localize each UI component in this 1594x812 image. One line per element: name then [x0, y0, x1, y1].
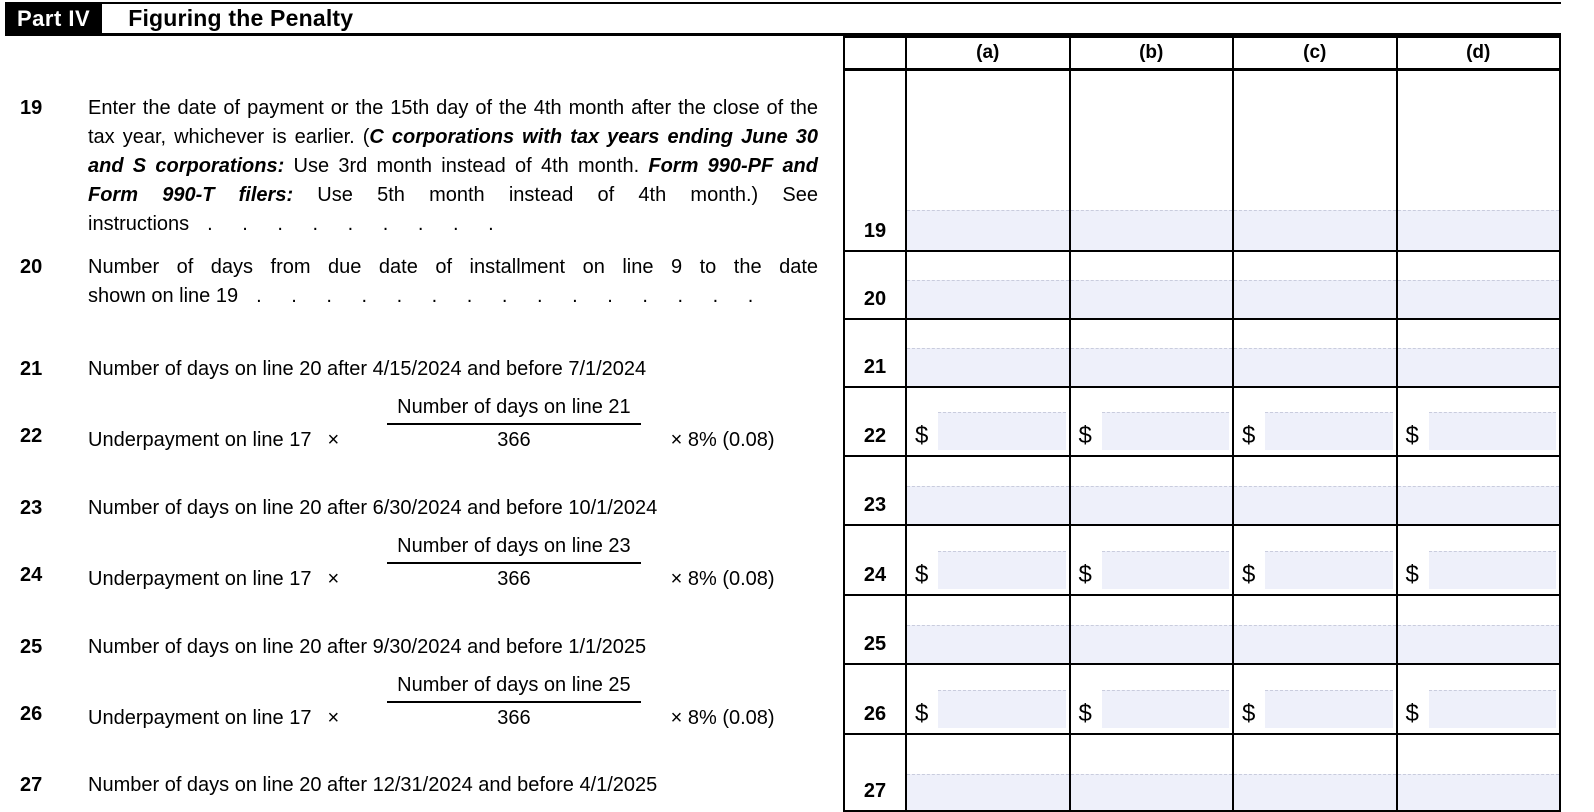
line-19-text-4: Form 990-PF and Form 990-T filers: — [88, 155, 818, 206]
dot-leader: . . . . . . . . . . . . . . . — [256, 285, 755, 307]
input-field-23a[interactable] — [907, 486, 1069, 524]
cell-23c — [1234, 457, 1398, 524]
input-field-24b[interactable] — [1102, 551, 1229, 589]
cell-27b — [1071, 735, 1235, 810]
line-25-row — [0, 633, 820, 662]
line-24-rate: × 8% (0.08) — [670, 568, 775, 590]
part-label: Part IV — [5, 4, 102, 33]
line-20-text-1: Number of days from due date of installment on line 9 to the date — [88, 256, 818, 278]
line-24-fraction — [387, 532, 640, 594]
cell-27c — [1234, 735, 1398, 810]
input-field-27c[interactable] — [1234, 774, 1396, 810]
input-field-27b[interactable] — [1071, 774, 1233, 810]
fraction-numerator: Number of days on line 23 — [387, 532, 640, 564]
column-header-d: (d) — [1466, 42, 1491, 63]
cell-20c — [1234, 252, 1398, 318]
line-20-number: 20 — [20, 256, 43, 278]
row-25-number-cell: 25 — [845, 596, 907, 663]
line-24-number: 24 — [20, 564, 43, 586]
line-22-row — [0, 393, 820, 455]
column-header-c: (c) — [1234, 38, 1398, 68]
table-header-row — [843, 36, 1561, 68]
input-field-24c[interactable] — [1265, 551, 1392, 589]
dollar-sign: $ — [1242, 700, 1256, 727]
line-26-rate: × 8% (0.08) — [670, 707, 775, 729]
line-19-text-2: C corporations with tax years ending June 30 and S corporations: — [88, 126, 818, 177]
line-24-row — [0, 532, 820, 594]
dollar-sign: $ — [1078, 422, 1092, 449]
table-row-25 — [845, 596, 1559, 665]
cell-27a — [907, 735, 1071, 810]
input-field-26b[interactable] — [1102, 690, 1229, 728]
part-title: Figuring the Penalty — [128, 5, 354, 31]
cell-21c — [1234, 320, 1398, 386]
line-22-prefix: Underpayment on line 17 — [88, 429, 312, 451]
line-21-description: Number of days on line 20 after 4/15/2024 and before 7/1/2024 — [88, 358, 647, 380]
input-field-24a[interactable] — [938, 551, 1065, 589]
input-field-24d[interactable] — [1429, 551, 1556, 589]
input-field-19b[interactable] — [1071, 210, 1233, 250]
input-field-20b[interactable] — [1071, 280, 1233, 318]
input-field-25c[interactable] — [1234, 625, 1396, 663]
cell-22d — [1398, 388, 1560, 455]
line-25-number: 25 — [20, 636, 43, 658]
line-26-fraction — [387, 671, 640, 733]
input-field-20c[interactable] — [1234, 280, 1396, 318]
input-field-25a[interactable] — [907, 625, 1069, 663]
line-26-formula — [88, 671, 820, 733]
table-row-26 — [845, 665, 1559, 735]
line-26-row — [0, 671, 820, 733]
cell-26b — [1071, 665, 1235, 733]
row-19-number-cell: 19 — [845, 71, 907, 250]
cell-20d — [1398, 252, 1560, 318]
input-field-23d[interactable] — [1398, 486, 1560, 524]
cell-23a — [907, 457, 1071, 524]
line-20-description — [88, 253, 818, 311]
cell-21a — [907, 320, 1071, 386]
line-19-number: 19 — [20, 97, 43, 119]
table-body — [843, 68, 1561, 812]
input-field-21b[interactable] — [1071, 348, 1233, 386]
line-23-row — [0, 494, 820, 523]
input-field-22b[interactable] — [1102, 412, 1229, 450]
line-22-rate: × 8% (0.08) — [670, 429, 775, 451]
line-23-description: Number of days on line 20 after 6/30/2024 and before 10/1/2024 — [88, 497, 658, 519]
line-25-description: Number of days on line 20 after 9/30/2024 and before 1/1/2025 — [88, 636, 647, 658]
line-22-number: 22 — [20, 425, 43, 447]
input-field-20a[interactable] — [907, 280, 1069, 318]
table-row-22 — [845, 388, 1559, 457]
cell-19d — [1398, 71, 1560, 250]
input-field-19d[interactable] — [1398, 210, 1560, 250]
table-row-23 — [845, 457, 1559, 526]
dollar-sign: $ — [1242, 422, 1256, 449]
dollar-sign: $ — [915, 700, 929, 727]
line-19-text-5: Use 5th month instead of 4th month.) See instructions — [88, 184, 818, 235]
fraction-denominator: 366 — [497, 429, 531, 451]
header-spacer-cell — [845, 38, 907, 68]
dollar-sign: $ — [1242, 561, 1256, 588]
input-field-27a[interactable] — [907, 774, 1069, 810]
input-field-26a[interactable] — [938, 690, 1065, 728]
line-23-number: 23 — [20, 497, 43, 519]
cell-20b — [1071, 252, 1235, 318]
cell-19a — [907, 71, 1071, 250]
line-20-text-2: shown on line 19 — [88, 285, 239, 307]
input-field-21d[interactable] — [1398, 348, 1560, 386]
table-row-19 — [845, 71, 1559, 252]
table-row-24 — [845, 526, 1559, 596]
input-field-20d[interactable] — [1398, 280, 1560, 318]
input-field-26d[interactable] — [1429, 690, 1556, 728]
dollar-sign: $ — [1078, 700, 1092, 727]
input-field-25b[interactable] — [1071, 625, 1233, 663]
multiply-sign: × — [327, 568, 340, 590]
row-20-number-cell: 20 — [845, 252, 907, 318]
fraction-denominator: 366 — [497, 568, 531, 590]
cell-25a — [907, 596, 1071, 663]
row-21-number-cell: 21 — [845, 320, 907, 386]
cell-24d — [1398, 526, 1560, 594]
dollar-sign: $ — [1078, 561, 1092, 588]
input-field-23b[interactable] — [1071, 486, 1233, 524]
cell-21b — [1071, 320, 1235, 386]
row-24-number-cell: 24 — [845, 526, 907, 594]
multiply-sign: × — [327, 429, 340, 451]
line-22-fraction — [387, 393, 640, 455]
cell-22a — [907, 388, 1071, 455]
line-19-description — [88, 94, 818, 239]
dollar-sign: $ — [1405, 700, 1419, 727]
input-field-21a[interactable] — [907, 348, 1069, 386]
table-row-21 — [845, 320, 1559, 388]
table-row-20 — [845, 252, 1559, 320]
penalty-columns-table — [843, 36, 1561, 812]
cell-24a — [907, 526, 1071, 594]
line-24-formula — [88, 532, 820, 594]
cell-26a — [907, 665, 1071, 733]
dollar-sign: $ — [915, 561, 929, 588]
cell-24c — [1234, 526, 1398, 594]
multiply-sign: × — [327, 707, 340, 729]
line-22-formula — [88, 393, 820, 455]
cell-19b — [1071, 71, 1235, 250]
cell-26d — [1398, 665, 1560, 733]
line-19-text-3: Use 3rd month instead of 4th month. — [284, 155, 649, 177]
fraction-numerator: Number of days on line 25 — [387, 671, 640, 703]
cell-19c — [1234, 71, 1398, 250]
line-24-prefix: Underpayment on line 17 — [88, 568, 312, 590]
line-26-number: 26 — [20, 703, 43, 725]
cell-25b — [1071, 596, 1235, 663]
line-21-row — [0, 355, 820, 384]
dollar-sign: $ — [1405, 422, 1419, 449]
line-27-row — [0, 771, 820, 800]
dollar-sign: $ — [915, 422, 929, 449]
row-26-number-cell: 26 — [845, 665, 907, 733]
cell-27d — [1398, 735, 1560, 810]
line-19-row — [0, 94, 820, 239]
dot-leader: . . . . . . . . . — [207, 213, 495, 235]
cell-24b — [1071, 526, 1235, 594]
input-field-19c[interactable] — [1234, 210, 1396, 250]
input-field-22a[interactable] — [938, 412, 1065, 450]
dollar-sign: $ — [1405, 561, 1419, 588]
input-field-19a[interactable] — [907, 210, 1069, 250]
input-field-27d[interactable] — [1398, 774, 1560, 810]
table-row-27 — [845, 735, 1559, 812]
cell-23d — [1398, 457, 1560, 524]
part-header — [5, 2, 1561, 36]
line-20-row — [0, 253, 820, 311]
line-21-number: 21 — [20, 358, 43, 380]
cell-22b — [1071, 388, 1235, 455]
cell-26c — [1234, 665, 1398, 733]
input-field-25d[interactable] — [1398, 625, 1560, 663]
line-27-number: 27 — [20, 774, 43, 796]
column-header-b: (b) — [1071, 38, 1235, 68]
row-22-number-cell: 22 — [845, 388, 907, 455]
line-26-prefix: Underpayment on line 17 — [88, 707, 312, 729]
cell-25c — [1234, 596, 1398, 663]
row-27-number-cell: 27 — [845, 735, 907, 810]
input-field-26c[interactable] — [1265, 690, 1392, 728]
line-27-description: Number of days on line 20 after 12/31/2024 and before 4/1/2025 — [88, 774, 658, 796]
cell-20a — [907, 252, 1071, 318]
cell-25d — [1398, 596, 1560, 663]
input-field-21c[interactable] — [1234, 348, 1396, 386]
fraction-numerator: Number of days on line 21 — [387, 393, 640, 425]
cell-22c — [1234, 388, 1398, 455]
input-field-23c[interactable] — [1234, 486, 1396, 524]
row-23-number-cell: 23 — [845, 457, 907, 524]
column-header-a: (a) — [907, 38, 1071, 68]
fraction-denominator: 366 — [497, 707, 531, 729]
line-19-text-1: Enter the date of payment or the 15th day of the 4th month after the close of the tax year, whichever is earlier. ( — [88, 97, 818, 148]
cell-21d — [1398, 320, 1560, 386]
cell-23b — [1071, 457, 1235, 524]
input-field-22d[interactable] — [1429, 412, 1556, 450]
input-field-22c[interactable] — [1265, 412, 1392, 450]
